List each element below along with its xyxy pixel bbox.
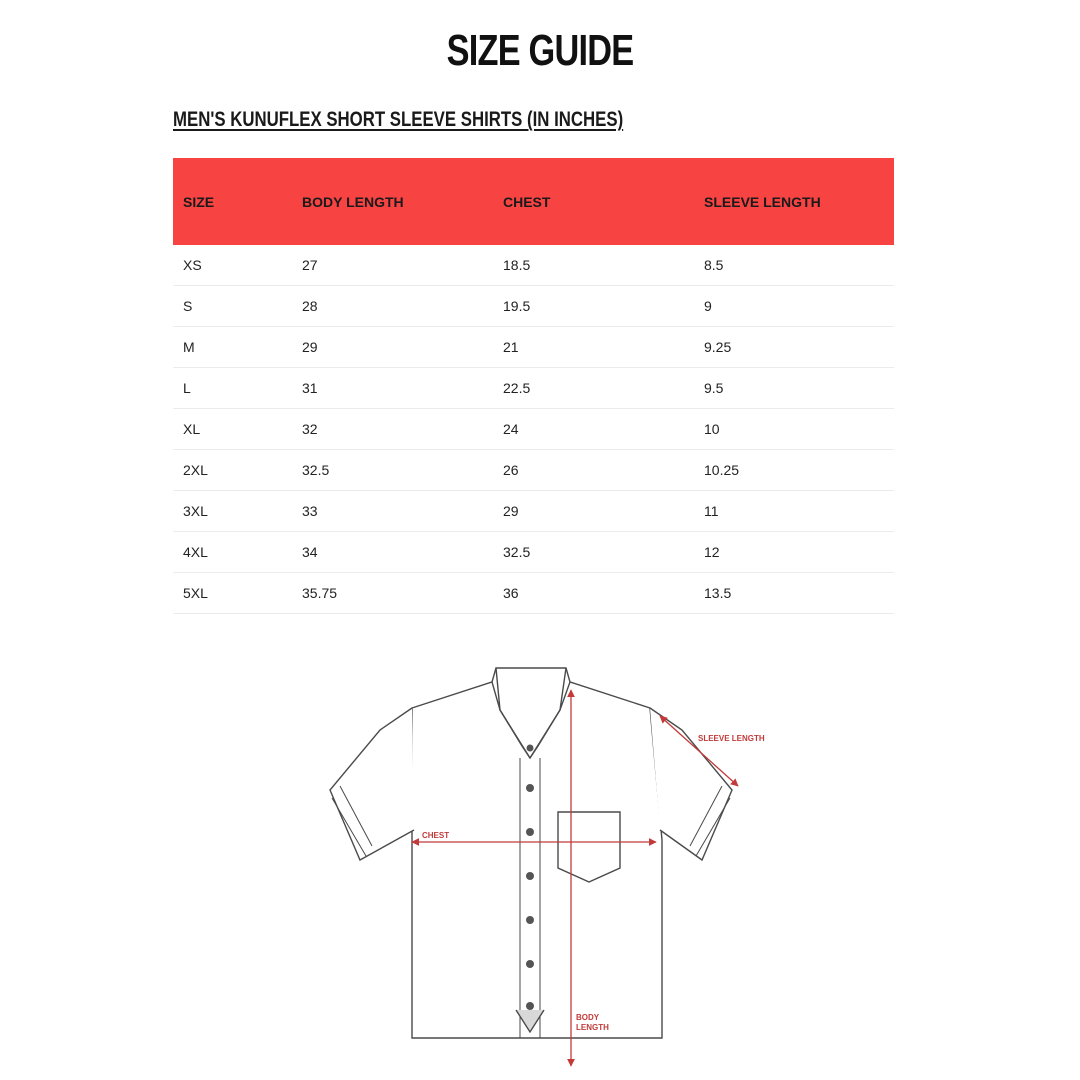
cell-sleeve-length: 12: [694, 532, 894, 573]
table-header-row: [173, 158, 894, 245]
table-row: [173, 573, 894, 614]
cell-size: XL: [173, 409, 292, 450]
table-row: [173, 450, 894, 491]
cell-sleeve-length: 10: [694, 409, 894, 450]
cell-size: 3XL: [173, 491, 292, 532]
cell-chest: 24: [493, 409, 694, 450]
cell-body-length: 34: [292, 532, 493, 573]
chest-label: CHEST: [422, 831, 450, 840]
table-row: [173, 409, 894, 450]
column-header-size: SIZE: [173, 158, 292, 245]
sleeve-length-label: SLEEVE LENGTH: [698, 734, 765, 743]
cell-chest: 29: [493, 491, 694, 532]
cell-chest: 18.5: [493, 245, 694, 286]
shirt-drawing: [320, 660, 765, 1070]
column-header-body-length: BODY LENGTH: [292, 158, 493, 245]
cell-sleeve-length: 11: [694, 491, 894, 532]
table-row: [173, 286, 894, 327]
cell-body-length: 31: [292, 368, 493, 409]
cell-size: 5XL: [173, 573, 292, 614]
shirt-outline: [330, 668, 732, 1038]
size-table: [173, 158, 894, 614]
cell-chest: 26: [493, 450, 694, 491]
cell-size: S: [173, 286, 292, 327]
cell-chest: 21: [493, 327, 694, 368]
table-row: [173, 368, 894, 409]
body-length-label-2: LENGTH: [576, 1023, 609, 1032]
table-row: [173, 532, 894, 573]
cell-sleeve-length: 10.25: [694, 450, 894, 491]
cell-chest: 19.5: [493, 286, 694, 327]
cell-body-length: 28: [292, 286, 493, 327]
body-length-label-1: BODY: [576, 1013, 600, 1022]
shirt-diagram: [320, 660, 765, 1070]
cell-chest: 22.5: [493, 368, 694, 409]
cell-body-length: 32.5: [292, 450, 493, 491]
cell-size: M: [173, 327, 292, 368]
cell-sleeve-length: 8.5: [694, 245, 894, 286]
cell-body-length: 33: [292, 491, 493, 532]
cell-body-length: 27: [292, 245, 493, 286]
cell-size: 4XL: [173, 532, 292, 573]
cell-body-length: 32: [292, 409, 493, 450]
table-row: [173, 245, 894, 286]
table-row: [173, 491, 894, 532]
cell-sleeve-length: 9.5: [694, 368, 894, 409]
cell-sleeve-length: 9: [694, 286, 894, 327]
cell-sleeve-length: 9.25: [694, 327, 894, 368]
cell-size: 2XL: [173, 450, 292, 491]
cell-size: L: [173, 368, 292, 409]
cell-chest: 32.5: [493, 532, 694, 573]
cell-size: XS: [173, 245, 292, 286]
cell-body-length: 29: [292, 327, 493, 368]
cell-body-length: 35.75: [292, 573, 493, 614]
column-header-sleeve-length: SLEEVE LENGTH: [694, 158, 894, 245]
page-title: SIZE GUIDE: [446, 26, 634, 75]
column-header-chest: CHEST: [493, 158, 694, 245]
cell-sleeve-length: 13.5: [694, 573, 894, 614]
cell-chest: 36: [493, 573, 694, 614]
table-row: [173, 327, 894, 368]
section-heading: MEN'S KUNUFLEX SHORT SLEEVE SHIRTS (IN INCHES): [173, 108, 624, 131]
table-body: [173, 245, 894, 614]
